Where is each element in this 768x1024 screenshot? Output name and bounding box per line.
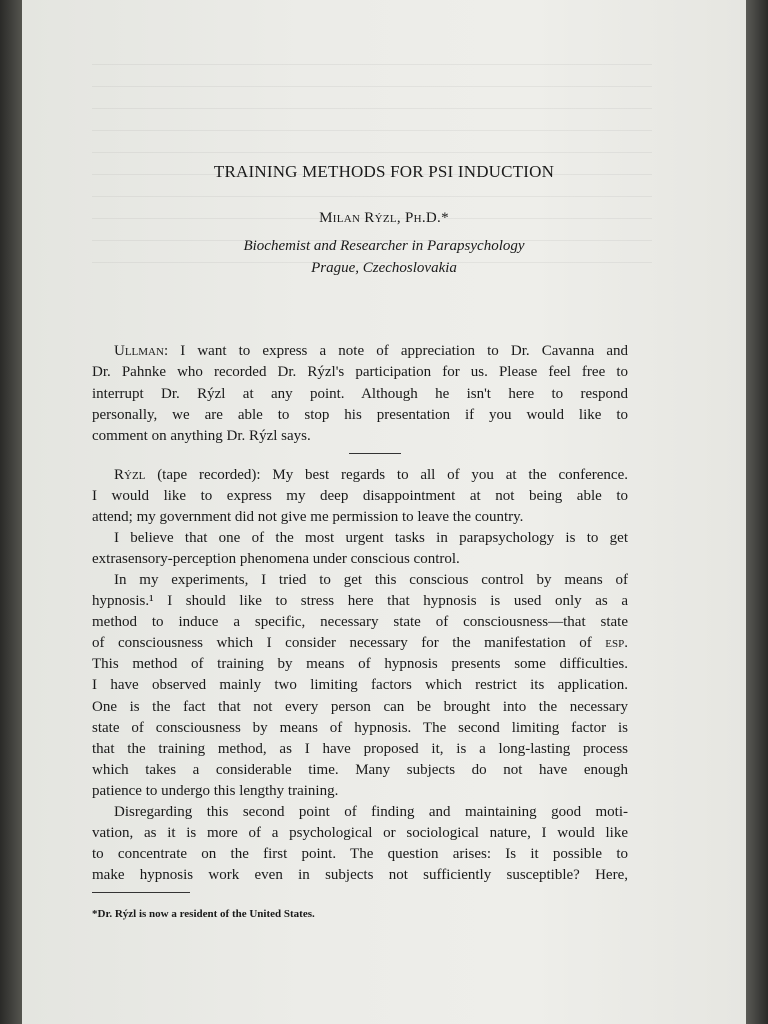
paragraph-line: personally, we are able to stop his presentation if you would like to	[92, 407, 628, 423]
speaker-name: Ullman:	[114, 343, 169, 359]
paragraph-line: vation, as it is more of a psychological or sociological nature, I would like	[92, 825, 628, 841]
author-affiliation: Biochemist and Researcher in Parapsychology	[243, 238, 525, 254]
paragraph-line: I believe that one of the most urgent tasks in parapsychology is to get	[114, 530, 628, 546]
right-edge-shadow	[746, 0, 768, 1024]
paragraph-line: of consciousness which I consider necessary for the manifestation of esp.	[92, 635, 628, 651]
paragraph-line: Ullman: I want to express a note of appreciation to Dr. Cavanna and	[114, 343, 629, 359]
footnote-rule	[92, 892, 190, 893]
speaker-name: Rýzl	[114, 467, 146, 483]
book-page	[22, 0, 746, 1024]
paragraph-line: In my experiments, I tried to get this conscious control by means of	[114, 572, 628, 588]
paragraph-line: comment on anything Dr. Rýzl says.	[92, 428, 311, 444]
chapter-title: TRAINING METHODS FOR PSI INDUCTION	[213, 162, 555, 181]
paragraph-line: to concentrate on the first point. The question arises: Is it possible to	[92, 846, 628, 862]
paragraph-line: I would like to express my deep disappointment at not being able to	[92, 488, 628, 504]
paragraph-line: attend; my government did not give me permission to leave the country.	[92, 509, 524, 525]
paragraph-line: state of consciousness by means of hypnosis. The second limiting factor is	[92, 720, 628, 736]
paragraph-line: Disregarding this second point of finding and maintaining good moti-	[114, 804, 628, 820]
paragraph-line: Rýzl (tape recorded): My best regards to all of you at the conference.	[114, 467, 628, 483]
paragraph-line: One is the fact that not every person can be brought into the necessary	[92, 699, 628, 715]
paragraph-line: interrupt Dr. Rýzl at any point. Although he isn't here to respond	[92, 386, 628, 402]
section-divider	[349, 453, 401, 454]
paragraph-line: Dr. Pahnke who recorded Dr. Rýzl's participation for us. Please feel free to	[92, 364, 628, 380]
paragraph-line: make hypnosis work even in subjects not sufficiently susceptible? Here,	[92, 867, 628, 883]
author-name: Milan Rýzl, Ph.D.*	[319, 210, 449, 226]
paragraph-line: This method of training by means of hypnosis presents some difficulties.	[92, 656, 628, 672]
author-location: Prague, Czechoslovakia	[311, 260, 457, 276]
paragraph-line: patience to undergo this lengthy training.	[92, 783, 339, 799]
paragraph-line: extrasensory-perception phenomena under conscious control.	[92, 551, 460, 567]
left-edge-shadow	[0, 0, 22, 1024]
esp-term: esp.	[605, 635, 628, 651]
paragraph-line: that the training method, as I have proposed it, is a long-lasting process	[92, 741, 628, 757]
paragraph-line: hypnosis.¹ I should like to stress here that hypnosis is used only as a	[92, 593, 628, 609]
paragraph-line: I have observed mainly two limiting factors which restrict its application.	[92, 677, 628, 693]
paragraph-line: which takes a considerable time. Many subjects do not have enough	[92, 762, 628, 778]
paragraph-line: method to induce a specific, necessary state of consciousness—that state	[92, 614, 628, 630]
footnote: *Dr. Rýzl is now a resident of the United States.	[92, 908, 315, 920]
